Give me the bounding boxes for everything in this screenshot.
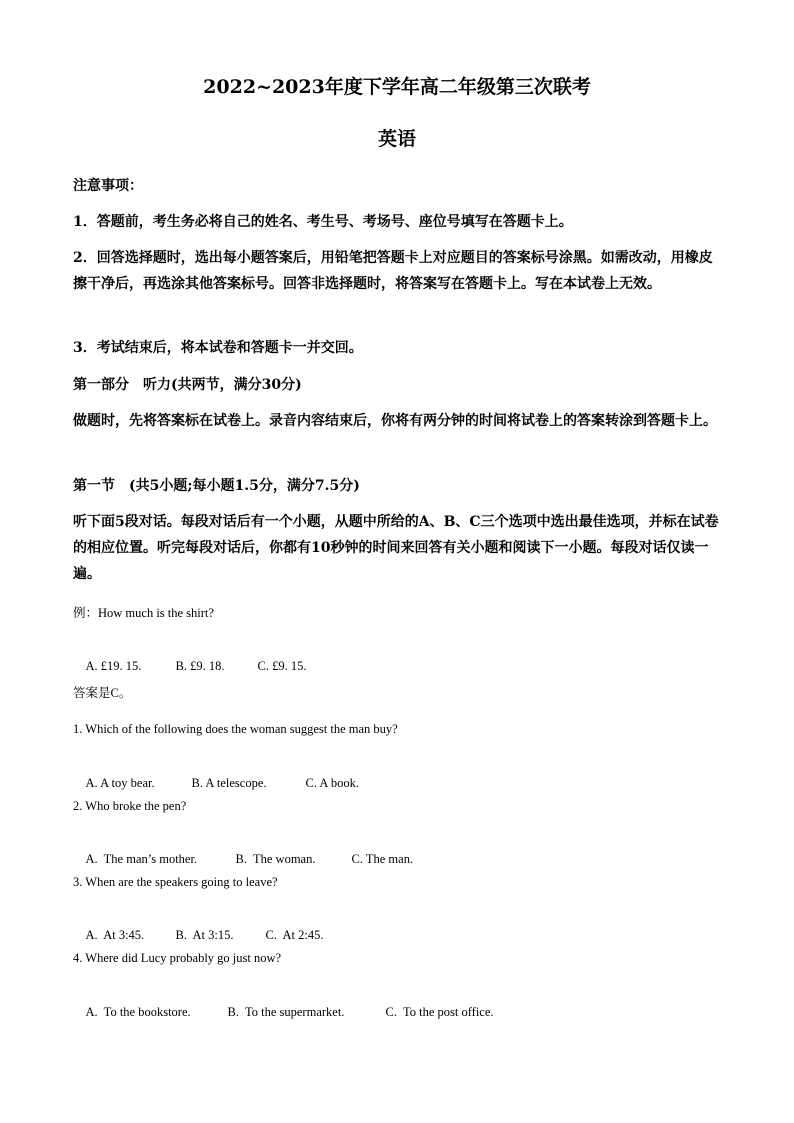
option: A. To the bookstore. <box>85 1005 191 1019</box>
question-1: 1. Which of the following does the woman suggest the man buy? <box>73 722 398 736</box>
question-4-options <box>73 990 494 1035</box>
note-item: 2．回答选择题时，选出每小题答案后，用铅笔把答题卡上对应题目的答案标号涂黑。如需改动，用橡皮擦干净后，再选涂其他答案标号。回答非选择题时，将答案写在答题卡上。写在本试卷上无效。 <box>73 250 713 292</box>
option: A. A toy bear. <box>85 776 155 790</box>
option: C. £9. 15. <box>257 659 307 673</box>
section1-instruction: 听下面5段对话。每段对话后有一个小题，从题中所给的A、B、C三个选项中选出最佳选项，并标在试卷的相应位置。听完每段对话后，你都有10秒钟的时间来回答有关小题和阅读下一小题。每段对话仅读一遍。 <box>73 514 719 582</box>
option: B. £9. 18. <box>175 659 225 673</box>
subject-title: 英语 <box>377 128 416 150</box>
note-item: 3．考试结束后，将本试卷和答题卡一并交回。 <box>73 340 363 356</box>
option: A. The man’s mother. <box>85 852 198 866</box>
option: B. The woman. <box>235 852 316 866</box>
part1-instruction: 做题时，先将答案标在试卷上。录音内容结束后，你将有两分钟的时间将试卷上的答案转涂到答题卡上。 <box>73 413 717 429</box>
option: B. To the supermarket. <box>227 1005 345 1019</box>
question-4: 4. Where did Lucy probably go just now? <box>73 951 282 965</box>
option: B. At 3:15. <box>175 928 234 942</box>
question-2: 2. Who broke the pen? <box>73 799 187 813</box>
part1-heading: 第一部分 听力(共两节，满分30分) <box>73 377 302 393</box>
option: B. A telescope. <box>191 776 267 790</box>
option: A. £19. 15. <box>85 659 142 673</box>
option: C. A book. <box>305 776 359 790</box>
question-3: 3. When are the speakers going to leave? <box>73 875 278 889</box>
exam-title: 2022~2023年度下学年高二年级第三次联考 <box>203 76 591 98</box>
option: C. At 2:45. <box>265 928 324 942</box>
example-question: 例：How much is the shirt? <box>73 606 214 620</box>
option: C. To the post office. <box>385 1005 494 1019</box>
notes-heading: 注意事项： <box>73 178 143 194</box>
option: C. The man. <box>351 852 414 866</box>
option: A. At 3:45. <box>85 928 145 942</box>
section1-heading: 第一节 (共5小题;每小题1.5分，满分7.5分) <box>73 478 360 494</box>
note-item: 1．答题前，考生务必将自己的姓名、考生号、考场号、座位号填写在答题卡上。 <box>73 214 573 230</box>
example-answer: 答案是C。 <box>73 686 132 700</box>
